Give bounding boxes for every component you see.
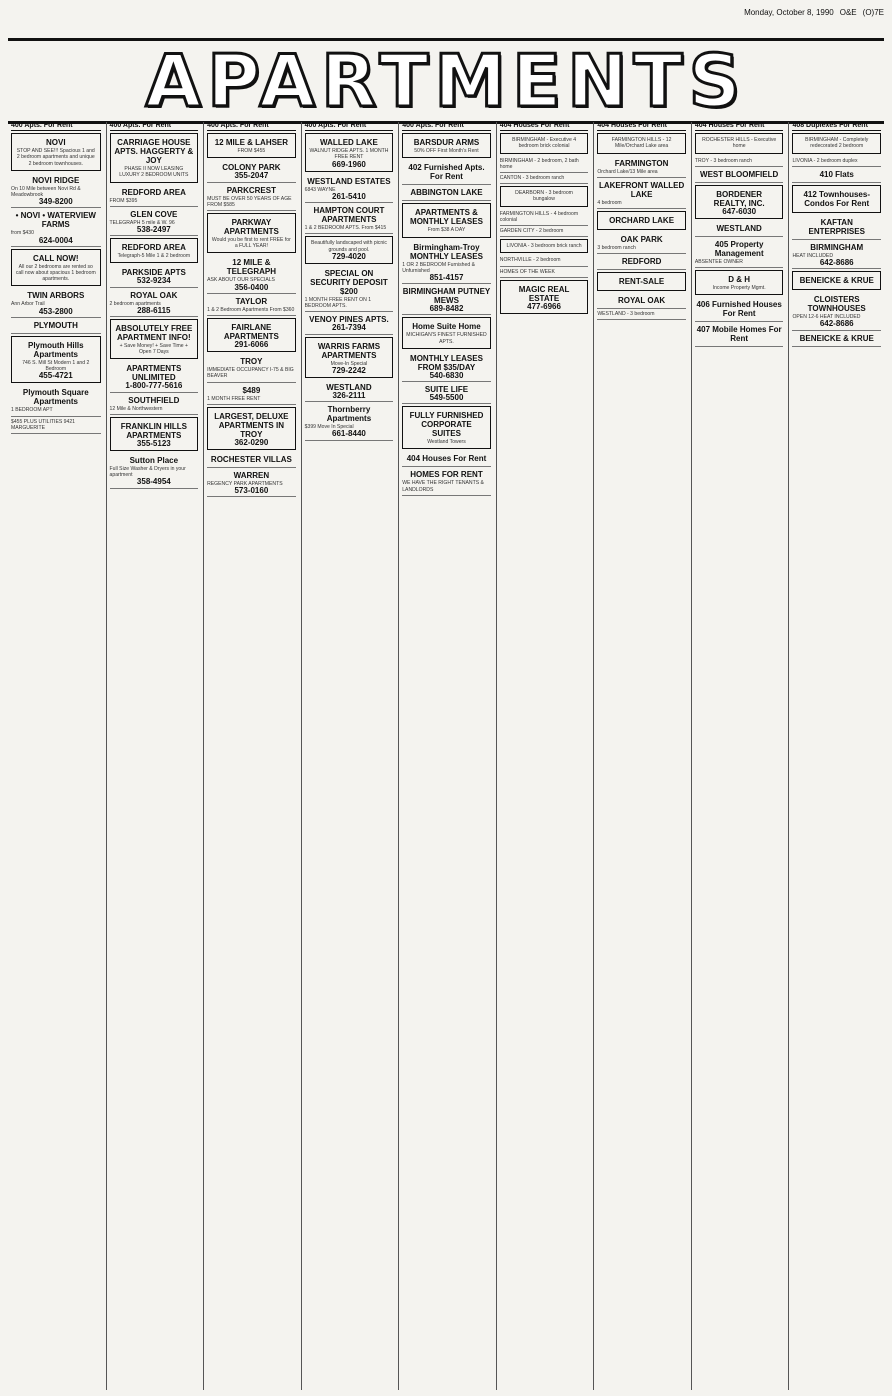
ad-title: WARRIS FARMS APARTMENTS xyxy=(317,341,381,360)
classified-ad xyxy=(597,133,686,153)
ad-text: Westland Towers xyxy=(427,439,466,446)
ad-text: IMMEDIATE OCCUPANCY I-75 & BIG BEAVER xyxy=(207,367,294,380)
classified-ad xyxy=(402,240,491,285)
ad-text: WE HAVE THE RIGHT TENANTS & LANDLORDS xyxy=(402,480,484,493)
ad-phone: 573-0160 xyxy=(234,486,269,496)
classified-ad xyxy=(207,468,296,497)
ad-phone: 729-2242 xyxy=(332,365,366,375)
classified-ad xyxy=(110,185,199,207)
classified-column xyxy=(593,122,689,1390)
ad-title: PARKWAY APARTMENTS xyxy=(223,218,279,237)
classified-ad xyxy=(110,453,199,489)
ad-phone: 540-6830 xyxy=(429,370,464,380)
classified-ad xyxy=(597,254,686,270)
ad-title: WARREN xyxy=(233,471,270,481)
ad-phone: 349-8200 xyxy=(38,197,73,207)
ad-text: 1 & 2 Bedroom Apartments From $360 xyxy=(207,306,295,313)
ad-title: HOMES FOR RENT xyxy=(410,470,483,480)
ad-phone: 261-7394 xyxy=(332,323,366,333)
ad-phone: 549-5500 xyxy=(429,393,464,403)
ad-text: TROY - 3 bedroom ranch xyxy=(694,157,752,164)
ad-text: $399 Move In Special xyxy=(304,424,354,431)
ad-title: 410 Flats xyxy=(819,169,854,179)
ad-text: 12 Mile & Northwestern xyxy=(109,405,163,412)
ad-title: BIRMINGHAM PUTNEY MEWS xyxy=(402,287,491,306)
ad-text: 1 OR 2 BEDROOM Furnished & Unfurnished xyxy=(402,261,475,274)
classified-ad xyxy=(695,156,784,167)
classified-ad xyxy=(792,331,881,347)
ad-title: ROCHESTER VILLAS xyxy=(210,455,292,465)
ad-text: 2 bedroom apartments xyxy=(109,300,161,307)
ad-text: HOMES OF THE WEEK xyxy=(499,268,555,275)
ad-text: REGENCY PARK APARTMENTS xyxy=(207,481,283,488)
classified-ad xyxy=(792,185,881,213)
classified-ad xyxy=(402,382,491,404)
ad-title: 12 MILE & LAHSER xyxy=(214,138,289,148)
classified-ad xyxy=(792,156,881,167)
classified-ad xyxy=(792,215,881,240)
classified-ad xyxy=(207,183,296,211)
classified-ad xyxy=(402,133,491,158)
ad-title: FRANKLIN HILLS APARTMENTS xyxy=(120,421,187,440)
page-header xyxy=(8,8,884,22)
classified-ad xyxy=(207,452,296,468)
ad-text: 1 MONTH FREE RENT xyxy=(207,395,261,402)
ad-text: Would you be first to rent FREE for a FULL YEAR! xyxy=(211,237,291,250)
ad-text: BIRMINGHAM - Completely redecorated 2 bedroom xyxy=(805,137,869,150)
classified-ad xyxy=(500,173,589,184)
classified-ad xyxy=(597,272,686,291)
classified-ad xyxy=(11,385,101,416)
ad-title: Plymouth Hills Apartments xyxy=(27,340,84,359)
classified-ad xyxy=(597,211,686,230)
ad-text: 3 bedroom ranch xyxy=(597,245,636,252)
ad-text: Orchard Lake/13 Mile area xyxy=(597,168,658,175)
ad-title: RENT-SALE xyxy=(618,277,665,287)
ad-title: NOVI RIDGE xyxy=(32,175,80,185)
classified-ad xyxy=(500,255,589,266)
ad-text: On 10 Mile between Novi Rd & Meadowbrook xyxy=(11,185,81,199)
classified-ad xyxy=(402,317,491,348)
classified-column xyxy=(691,122,787,1390)
classified-ad xyxy=(500,267,589,278)
ad-text: BIRMINGHAM - Executive 4 bedroom brick colonial xyxy=(512,137,577,150)
classified-ad xyxy=(110,393,199,415)
classified-ad xyxy=(11,336,101,384)
header-page: (O)7E xyxy=(862,8,884,17)
classified-ad xyxy=(695,322,784,347)
ad-title: REDFORD AREA xyxy=(121,243,186,253)
ad-text: WALNUT RIDGE APTS. 1 MONTH FREE RENT xyxy=(309,148,389,161)
ad-phone: 453-2800 xyxy=(38,306,73,316)
classified-ad xyxy=(207,383,296,405)
classified-ad xyxy=(500,209,589,226)
ad-title: WALLED LAKE xyxy=(320,138,378,148)
classified-ad xyxy=(402,467,491,495)
ad-title: KAFTAN ENTERPRISES xyxy=(808,217,865,236)
ad-phone: 851-4157 xyxy=(429,273,464,283)
classified-ad xyxy=(305,312,394,334)
ad-phone: 356-0400 xyxy=(234,282,269,292)
ad-phone: 689-8482 xyxy=(429,304,464,314)
ad-title: D & H xyxy=(728,275,751,285)
ad-text: TELEGRAPH 5 mile & W. 96 xyxy=(109,219,175,226)
ad-title: BIRMINGHAM xyxy=(810,242,864,252)
classified-ad xyxy=(207,133,296,158)
ad-text: from $430 xyxy=(11,230,34,237)
classified-ad xyxy=(110,319,199,359)
ad-title: ROYAL OAK xyxy=(130,290,178,300)
classified-column xyxy=(106,122,202,1390)
section-heading: 404 Houses For Rent xyxy=(695,122,784,131)
header-section: O&E xyxy=(839,8,857,17)
ad-text: 50% OFF First Month's Rent xyxy=(414,148,479,155)
ad-phone: 642-8686 xyxy=(819,319,854,329)
classified-ad xyxy=(11,249,101,287)
classified-ad xyxy=(792,240,881,269)
classified-ad xyxy=(402,203,491,237)
ad-title: REDFORD xyxy=(621,257,662,267)
ad-text: OPEN 12-6 HEAT INCLUDED xyxy=(792,314,861,321)
ad-title: ABBINGTON LAKE xyxy=(410,188,483,198)
ad-phone: 288-6115 xyxy=(137,305,171,315)
classified-ad xyxy=(500,280,589,314)
classified-ad xyxy=(110,288,199,317)
ad-title: NOVI xyxy=(45,138,66,148)
ad-text: MUST BE OVER 50 YEARS OF AGE FROM $585 xyxy=(207,195,292,208)
ad-title: 406 Furnished Houses For Rent xyxy=(696,300,782,319)
ad-text: NORTHVILLE - 2 bedroom xyxy=(499,257,561,264)
classified-column xyxy=(301,122,397,1390)
ad-title: SUITE LIFE xyxy=(424,385,469,395)
classified-column xyxy=(203,122,299,1390)
ad-title: REDFORD AREA xyxy=(121,187,186,197)
ad-text: 746 S. Mill St Modern 1 and 2 Bedroom xyxy=(22,359,90,373)
ad-title: SPECIAL ON SECURITY DEPOSIT $200 xyxy=(310,269,388,297)
classified-column xyxy=(788,122,884,1390)
ad-phone: 355-2047 xyxy=(234,171,269,181)
classified-column xyxy=(398,122,494,1390)
classified-ad xyxy=(500,226,589,237)
ad-title: Sutton Place xyxy=(129,456,179,466)
ad-title: LAKEFRONT WALLED LAKE xyxy=(598,180,685,199)
ad-text: ABSENTEE OWNER xyxy=(694,259,743,266)
ad-text: FARMINGTON HILLS - 12 Mile/Orchard Lake area xyxy=(611,137,672,150)
classified-ad xyxy=(695,237,784,268)
ad-title: 12 MILE & TELEGRAPH xyxy=(226,258,277,277)
banner-title: APARTMENTS xyxy=(145,39,747,123)
ad-title: TAYLOR xyxy=(235,296,268,306)
ad-phone: 455-4721 xyxy=(38,371,73,381)
classified-ad xyxy=(597,232,686,254)
ad-text: Move-In Special xyxy=(330,360,368,367)
classified-ad xyxy=(11,208,101,246)
ad-title: CLOISTERS TOWNHOUSES xyxy=(807,295,866,314)
classified-ad xyxy=(11,417,101,434)
classified-ad xyxy=(207,407,296,450)
classified-ad xyxy=(11,173,101,209)
ad-phone: 326-2111 xyxy=(332,391,366,401)
classified-ad xyxy=(402,406,491,449)
ad-text: 1 MONTH FREE RENT ON 1 BEDROOM APTS. xyxy=(304,297,372,310)
classified-ad xyxy=(597,156,686,178)
classified-ad xyxy=(110,207,199,236)
ad-text: All our 2 bedrooms are rented so call now about spacious 1 bedroom apartments. xyxy=(15,263,96,283)
ad-title: PARKCREST xyxy=(226,185,276,195)
ad-title: 407 Mobile Homes For Rent xyxy=(696,325,782,344)
classified-ad xyxy=(500,186,589,206)
ad-title: OAK PARK xyxy=(620,235,663,245)
ad-text: CANTON - 3 bedroom ranch xyxy=(499,175,565,182)
ad-title: 402 Furnished Apts. For Rent xyxy=(408,163,485,182)
classified-ad xyxy=(695,221,784,237)
ad-title: $489 xyxy=(242,385,261,395)
ad-title: CARRIAGE HOUSE APTS. HAGGERTY & JOY xyxy=(114,138,194,166)
ad-phone: 669-1960 xyxy=(332,159,366,169)
classified-ad xyxy=(500,156,589,173)
classified-ad xyxy=(110,417,199,451)
classified-ad xyxy=(305,133,394,172)
classified-ad xyxy=(11,288,101,317)
classified-ad xyxy=(11,133,101,171)
classified-ad xyxy=(792,167,881,183)
ad-title: LARGEST, DELUXE APARTMENTS IN TROY xyxy=(214,411,289,439)
ad-text: Ann Arbor Trail xyxy=(11,301,45,308)
ad-phone: 358-4954 xyxy=(136,477,171,487)
classified-ad xyxy=(110,238,199,263)
section-heading: 408 Duplexes For Rent xyxy=(792,122,881,131)
ad-text: 6843 WAYNE xyxy=(304,186,336,193)
classified-ad xyxy=(597,178,686,209)
classified-ad xyxy=(305,337,394,378)
classified-ad xyxy=(305,236,394,264)
classified-ad xyxy=(305,174,394,203)
classified-ad xyxy=(110,361,199,392)
section-heading: 400 Apts. For Rent xyxy=(402,122,491,131)
classified-ad xyxy=(695,167,784,183)
header-date: Monday, October 8, 1990 xyxy=(744,8,834,17)
ad-title: FAIRLANE APARTMENTS xyxy=(223,323,279,342)
section-heading: 404 Houses For Rent xyxy=(597,122,686,131)
ad-title: CALL NOW! xyxy=(32,253,79,263)
classified-ad xyxy=(597,293,686,309)
ad-text: MICHIGAN'S FINEST FURNISHED APTS. xyxy=(406,332,487,345)
ad-title: Home Suite Home xyxy=(412,322,481,332)
ad-title: SOUTHFIELD xyxy=(128,395,180,405)
ad-title: WESTLAND xyxy=(326,383,372,393)
ad-title: FULLY FURNISHED CORPORATE SUITES xyxy=(409,411,484,439)
ad-phone: 291-6066 xyxy=(234,340,269,350)
ad-title: VENOY PINES APTS. xyxy=(309,315,389,325)
classified-ad xyxy=(305,266,394,312)
section-heading: 400 Apts. For Rent xyxy=(11,122,101,131)
ad-title: 405 Property Management xyxy=(714,240,764,259)
classified-ad xyxy=(305,203,394,234)
ad-title: APARTMENTS & MONTHLY LEASES xyxy=(410,208,483,227)
section-heading: 400 Apts. For Rent xyxy=(207,122,296,131)
ad-title: COLONY PARK xyxy=(222,163,281,173)
ad-phone: 362-0290 xyxy=(234,437,269,447)
ad-text: ASK ABOUT OUR SPECIALS xyxy=(207,277,275,284)
classified-column xyxy=(8,122,104,1390)
ad-phone: 532-9234 xyxy=(136,276,171,286)
ad-title: WESTLAND ESTATES xyxy=(307,176,391,186)
classified-ad xyxy=(597,309,686,320)
ad-text: FROM $455 xyxy=(237,148,266,155)
ad-text: Income Property Mgmt. xyxy=(712,285,766,292)
ad-title: ROYAL OAK xyxy=(618,296,666,306)
ad-text: DEARBORN - 3 bedroom bungalow xyxy=(515,190,573,203)
ad-title: APARTMENTS UNLIMITED xyxy=(126,364,182,383)
ad-phone: 642-8686 xyxy=(819,258,854,268)
ad-title: WEST BLOOMFIELD xyxy=(700,169,779,179)
ad-text: Telegraph-5 Mile 1 & 2 bedroom xyxy=(117,253,191,260)
ad-phone: 647-6030 xyxy=(722,206,757,216)
ad-text: ROCHESTER HILLS - Executive home xyxy=(702,137,777,150)
ad-phone: 355-5123 xyxy=(136,438,171,448)
classified-ad xyxy=(207,294,296,316)
classified-ad xyxy=(402,185,491,201)
ad-title: TWIN ARBORS xyxy=(27,291,85,301)
classified-ad xyxy=(695,297,784,322)
ad-text: + Save Money! + Save Time + Open 7 Days xyxy=(119,343,189,356)
ad-text: Full Size Washer & Dryers in your apartment xyxy=(109,466,186,479)
section-heading: 400 Apts. For Rent xyxy=(110,122,199,131)
ad-text: LIVONIA - 2 bedroom duplex xyxy=(792,157,858,164)
ad-title: MONTHLY LEASES FROM $35/DAY xyxy=(410,353,483,372)
ad-text: PHASE II NOW LEASING LUXURY 2 BEDROOM UNITS xyxy=(119,166,189,179)
classified-ad xyxy=(695,185,784,219)
section-heading: 404 Houses For Rent xyxy=(500,122,589,131)
ad-title: HAMPTON COURT APARTMENTS xyxy=(313,206,385,225)
classified-ad xyxy=(207,255,296,293)
ad-text: STOP AND SEE!!! Spacious 1 and 2 bedroom apartments and unique 2 bedroom townhouses. xyxy=(16,148,95,167)
section-banner xyxy=(8,38,884,124)
ad-title: BENEICKE & KRUE xyxy=(799,333,874,343)
ad-text: GARDEN CITY - 2 bedroom xyxy=(499,228,564,235)
classified-ad xyxy=(402,284,491,315)
ad-text: HEAT INCLUDED xyxy=(792,252,834,259)
ad-text: $455 PLUS UTILITIES 9421 MARGUERITE xyxy=(11,418,75,431)
ad-text: FROM $395 xyxy=(109,197,138,204)
classified-ad xyxy=(792,292,881,330)
ad-text: WESTLAND - 3 bedroom xyxy=(597,311,655,318)
ad-phone: 1-800-777-5616 xyxy=(125,381,183,391)
ad-title: BENEICKE & KRUE xyxy=(799,276,874,286)
classified-ad xyxy=(695,133,784,153)
ad-title: TROY xyxy=(240,357,263,367)
classified-column xyxy=(496,122,592,1390)
ad-title: PLYMOUTH xyxy=(33,320,78,330)
ad-title: GLEN COVE xyxy=(130,209,178,219)
classified-ad xyxy=(207,318,296,352)
classified-ad xyxy=(110,265,199,287)
classified-ad xyxy=(402,351,491,382)
ad-phone: 729-4020 xyxy=(332,251,366,261)
ad-title: ABSOLUTELY FREE APARTMENT INFO! xyxy=(115,324,193,343)
classified-ad xyxy=(500,239,589,253)
ad-phone: 624-0004 xyxy=(38,235,73,245)
ad-title: MAGIC REAL ESTATE xyxy=(518,284,570,303)
classified-ad xyxy=(110,133,199,182)
ad-title: FARMINGTON xyxy=(614,158,669,168)
ad-text: BIRMINGHAM - 2 bedroom, 2 bath home xyxy=(499,157,579,170)
classified-ad xyxy=(207,213,296,253)
classified-ad xyxy=(207,160,296,182)
ad-phone: 477-6966 xyxy=(527,301,561,311)
classified-ad xyxy=(305,380,394,402)
classified-ad xyxy=(207,354,296,382)
ad-title: ORCHARD LAKE xyxy=(609,216,675,226)
classified-ad xyxy=(402,451,491,467)
classified-ad xyxy=(792,271,881,290)
classified-ad xyxy=(500,133,589,153)
ad-title: Plymouth Square Apartments xyxy=(22,388,89,407)
ad-phone: 661-8440 xyxy=(332,429,366,439)
ad-phone: 538-2497 xyxy=(136,225,171,235)
ad-text: LIVONIA - 3 bedroom brick ranch xyxy=(506,243,582,250)
ad-text: 4 bedroom xyxy=(597,199,622,206)
ad-title: BORDENER REALTY, INC. xyxy=(713,189,765,208)
ad-title: 412 Townhouses-Condos For Rent xyxy=(803,189,870,208)
ad-title: BARSDUR ARMS xyxy=(413,138,480,148)
classified-ad xyxy=(11,318,101,334)
ad-title: Thornberry Apartments xyxy=(326,405,372,424)
classified-ad xyxy=(305,402,394,440)
ad-text: Beautifully landscaped with picnic grounds and pool. xyxy=(310,240,387,253)
ad-title: 404 Houses For Rent xyxy=(406,454,487,464)
ad-phone: 261-5410 xyxy=(332,192,366,202)
ad-text: 1 BEDROOM APT xyxy=(11,407,53,414)
ad-title: WESTLAND xyxy=(716,224,762,234)
ad-text: FARMINGTON HILLS - 4 bedroom colonial xyxy=(499,210,579,223)
classified-columns xyxy=(8,122,884,1390)
ad-text: 1 & 2 BEDROOM APTS. From $415 xyxy=(304,225,387,232)
section-heading: 400 Apts. For Rent xyxy=(305,122,394,131)
ad-title: PARKSIDE APTS xyxy=(121,268,186,278)
ad-title: Birmingham-Troy MONTHLY LEASES xyxy=(410,242,483,261)
classified-ad xyxy=(402,160,491,185)
classified-ad xyxy=(695,270,784,295)
classified-ad xyxy=(792,133,881,153)
ad-text: From $38 A DAY xyxy=(427,227,466,234)
ad-title: • NOVI • WATERVIEW FARMS xyxy=(15,211,96,230)
